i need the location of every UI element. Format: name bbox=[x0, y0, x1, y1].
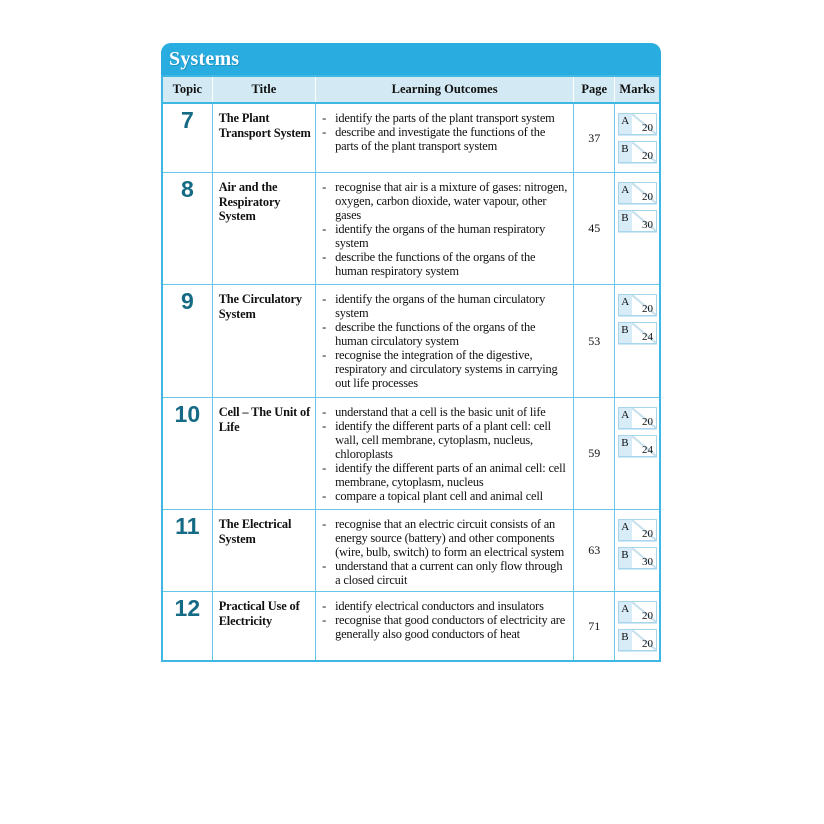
mark-letter: B bbox=[619, 630, 632, 650]
mark-score-field bbox=[632, 436, 656, 456]
bullet-dash: - bbox=[322, 348, 327, 362]
mark-box bbox=[618, 519, 657, 541]
mark-box bbox=[618, 601, 657, 623]
outcome-text: recognise that an electric circuit consists of an energy source (battery) and other components (wire, bulb, switch) to form an electrical system bbox=[335, 517, 565, 559]
mark-value: 20 bbox=[642, 191, 653, 203]
bullet-dash: - bbox=[322, 250, 327, 264]
bullet-dash: - bbox=[322, 613, 327, 627]
mark-value: 24 bbox=[642, 444, 653, 456]
mark-value: 30 bbox=[642, 219, 653, 231]
learning-outcomes bbox=[316, 398, 574, 510]
systems-table-card bbox=[161, 43, 661, 662]
topic-number: 8 bbox=[162, 173, 212, 285]
page-number: 45 bbox=[574, 173, 615, 285]
mark-value: 20 bbox=[642, 416, 653, 428]
topic-title: The Electrical System bbox=[212, 510, 315, 592]
outcome-item bbox=[322, 320, 569, 348]
outcome-item bbox=[322, 559, 569, 587]
topic-number: 12 bbox=[162, 592, 212, 662]
marks-cell bbox=[615, 510, 660, 592]
mark-score-field bbox=[632, 548, 656, 568]
mark-letter: A bbox=[619, 520, 632, 540]
table-row bbox=[162, 510, 660, 592]
mark-score-field bbox=[632, 520, 656, 540]
bullet-dash: - bbox=[322, 419, 327, 433]
marks-cell bbox=[615, 103, 660, 173]
mark-value: 20 bbox=[642, 303, 653, 315]
mark-box bbox=[618, 113, 657, 135]
mark-letter: B bbox=[619, 548, 632, 568]
outcome-item bbox=[322, 405, 569, 419]
bullet-dash: - bbox=[322, 292, 327, 306]
table-row bbox=[162, 398, 660, 510]
outcome-item bbox=[322, 111, 569, 125]
outcome-item bbox=[322, 292, 569, 320]
outcome-item bbox=[322, 348, 569, 390]
mark-letter: A bbox=[619, 408, 632, 428]
outcome-text: identify the different parts of an animal cell: cell membrane, cytoplasm, nucleus bbox=[335, 461, 566, 489]
mark-letter: B bbox=[619, 211, 632, 231]
page-number: 53 bbox=[574, 285, 615, 398]
mark-value: 30 bbox=[642, 556, 653, 568]
outcome-item bbox=[322, 613, 569, 641]
mark-box bbox=[618, 547, 657, 569]
mark-box bbox=[618, 182, 657, 204]
mark-score-field bbox=[632, 323, 656, 343]
outcome-text: recognise the integration of the digestive, respiratory and circulatory systems in carrying out life processes bbox=[335, 348, 558, 390]
topic-title: The Circulatory System bbox=[212, 285, 315, 398]
bullet-dash: - bbox=[322, 489, 327, 503]
mark-letter: B bbox=[619, 436, 632, 456]
mark-value: 20 bbox=[642, 150, 653, 162]
mark-box bbox=[618, 210, 657, 232]
table-row bbox=[162, 173, 660, 285]
mark-box bbox=[618, 629, 657, 651]
mark-box bbox=[618, 294, 657, 316]
marks-cell bbox=[615, 592, 660, 662]
learning-outcomes bbox=[316, 285, 574, 398]
bullet-dash: - bbox=[322, 517, 327, 531]
bullet-dash: - bbox=[322, 559, 327, 573]
topic-number: 10 bbox=[162, 398, 212, 510]
mark-score-field bbox=[632, 630, 656, 650]
page-number: 71 bbox=[574, 592, 615, 662]
mark-letter: A bbox=[619, 602, 632, 622]
outcome-item bbox=[322, 461, 569, 489]
outcome-text: recognise that air is a mixture of gases: nitrogen, oxygen, carbon dioxide, water vapour, other gases bbox=[335, 180, 568, 222]
outcome-item bbox=[322, 125, 569, 153]
mark-box bbox=[618, 141, 657, 163]
outcome-item bbox=[322, 419, 569, 461]
mark-letter: B bbox=[619, 142, 632, 162]
outcome-text: identify the organs of the human respiratory system bbox=[335, 222, 546, 250]
outcome-item bbox=[322, 222, 569, 250]
mark-letter: A bbox=[619, 295, 632, 315]
outcome-text: identify the organs of the human circulatory system bbox=[335, 292, 546, 320]
mark-score-field bbox=[632, 408, 656, 428]
column-header-page: Page bbox=[574, 76, 615, 103]
table-header-row bbox=[162, 76, 660, 103]
learning-outcomes bbox=[316, 173, 574, 285]
bullet-dash: - bbox=[322, 111, 327, 125]
outcome-item bbox=[322, 517, 569, 559]
mark-letter: B bbox=[619, 323, 632, 343]
outcome-text: compare a topical plant cell and animal cell bbox=[335, 489, 543, 503]
contents-table bbox=[161, 75, 661, 662]
learning-outcomes bbox=[316, 103, 574, 173]
outcome-text: identify electrical conductors and insulators bbox=[335, 599, 544, 613]
mark-score-field bbox=[632, 602, 656, 622]
outcome-text: recognise that good conductors of electricity are generally also good conductors of heat bbox=[335, 613, 566, 641]
outcome-text: describe and investigate the functions of the parts of the plant transport system bbox=[335, 125, 546, 153]
mark-box bbox=[618, 435, 657, 457]
mark-score-field bbox=[632, 142, 656, 162]
outcome-text: understand that a current can only flow through a closed circuit bbox=[335, 559, 563, 587]
marks-cell bbox=[615, 285, 660, 398]
table-row bbox=[162, 103, 660, 173]
page-number: 59 bbox=[574, 398, 615, 510]
marks-cell bbox=[615, 398, 660, 510]
outcome-text: identify the different parts of a plant cell: cell wall, cell membrane, cytoplasm, nucleus, chloroplasts bbox=[335, 419, 551, 461]
marks-cell bbox=[615, 173, 660, 285]
column-header-learning-outcomes: Learning Outcomes bbox=[316, 76, 574, 103]
mark-score-field bbox=[632, 211, 656, 231]
topic-title: Practical Use of Electricity bbox=[212, 592, 315, 662]
page-number: 63 bbox=[574, 510, 615, 592]
page-number: 37 bbox=[574, 103, 615, 173]
mark-letter: A bbox=[619, 183, 632, 203]
section-title: Systems bbox=[169, 47, 240, 70]
outcome-text: identify the parts of the plant transport system bbox=[335, 111, 555, 125]
bullet-dash: - bbox=[322, 599, 327, 613]
topic-number: 9 bbox=[162, 285, 212, 398]
mark-value: 20 bbox=[642, 638, 653, 650]
mark-box bbox=[618, 407, 657, 429]
bullet-dash: - bbox=[322, 125, 327, 139]
outcome-text: describe the functions of the organs of the human respiratory system bbox=[335, 250, 536, 278]
topic-title: Cell – The Unit of Life bbox=[212, 398, 315, 510]
bullet-dash: - bbox=[322, 222, 327, 236]
mark-value: 24 bbox=[642, 331, 653, 343]
mark-value: 20 bbox=[642, 122, 653, 134]
section-header-bar bbox=[161, 43, 661, 75]
mark-value: 20 bbox=[642, 528, 653, 540]
outcome-item bbox=[322, 599, 569, 613]
topic-title: The Plant Transport System bbox=[212, 103, 315, 173]
outcome-item bbox=[322, 250, 569, 278]
mark-score-field bbox=[632, 114, 656, 134]
outcome-text: understand that a cell is the basic unit of life bbox=[335, 405, 546, 419]
table-row bbox=[162, 285, 660, 398]
topic-number: 11 bbox=[162, 510, 212, 592]
mark-score-field bbox=[632, 295, 656, 315]
table-body bbox=[162, 103, 660, 661]
bullet-dash: - bbox=[322, 320, 327, 334]
bullet-dash: - bbox=[322, 180, 327, 194]
table-row bbox=[162, 592, 660, 662]
outcome-item bbox=[322, 180, 569, 222]
mark-letter: A bbox=[619, 114, 632, 134]
column-header-title: Title bbox=[212, 76, 315, 103]
bullet-dash: - bbox=[322, 461, 327, 475]
bullet-dash: - bbox=[322, 405, 327, 419]
column-header-topic: Topic bbox=[162, 76, 212, 103]
column-header-marks: Marks bbox=[615, 76, 660, 103]
mark-box bbox=[618, 322, 657, 344]
outcome-text: describe the functions of the organs of the human circulatory system bbox=[335, 320, 536, 348]
outcome-item bbox=[322, 489, 569, 503]
mark-value: 20 bbox=[642, 610, 653, 622]
topic-title: Air and the Respiratory System bbox=[212, 173, 315, 285]
mark-score-field bbox=[632, 183, 656, 203]
learning-outcomes bbox=[316, 592, 574, 662]
topic-number: 7 bbox=[162, 103, 212, 173]
learning-outcomes bbox=[316, 510, 574, 592]
